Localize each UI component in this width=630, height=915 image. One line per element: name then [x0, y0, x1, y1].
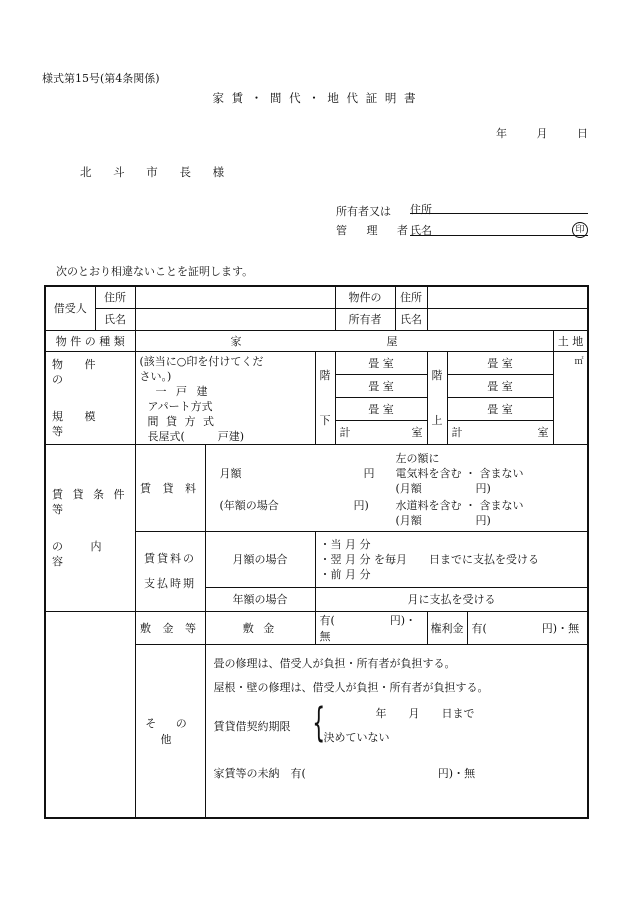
lower-total-room: 室	[411, 426, 423, 440]
water-monthly-label: (月額	[395, 513, 422, 527]
payment-timing-label	[135, 531, 205, 611]
lower-tatami-3[interactable]: 畳 室	[336, 397, 427, 420]
tenant-address-label: 住所	[95, 286, 135, 308]
property-owner-name-field[interactable]	[427, 308, 588, 330]
form-number: 様式第15号(第4条関係)	[42, 72, 160, 85]
left-amount-note: 左の額に	[395, 451, 440, 465]
terms-label-2: の 内 容	[52, 539, 114, 568]
upper-total-label: 計	[451, 426, 463, 440]
land-area-field[interactable]: ㎡	[553, 351, 588, 444]
payment-label-1: 賃貸料の	[144, 552, 196, 565]
owner-address-label: 住所	[410, 203, 432, 216]
pay-previous-month[interactable]: ・前 月 分	[319, 567, 371, 581]
payment-label-2: 支払時期	[144, 577, 196, 590]
upper-floor-char-2: 上	[431, 413, 443, 427]
deposit-group-label: 敷 金 等	[135, 611, 205, 644]
electricity-option[interactable]: 電気料を含む ・ 含まない	[395, 466, 524, 480]
key-money-value[interactable]: 有( 円)・無	[467, 611, 588, 644]
owner-address-cell-label: 住所	[395, 286, 427, 308]
terms-label-1: 賃 貸 条 件 等	[52, 487, 128, 516]
upper-floor-char-1: 階	[431, 368, 443, 382]
property-type-label: 物 件 の 種 類	[45, 330, 135, 351]
house-label: 家	[230, 334, 242, 348]
land-label: 土 地	[553, 330, 588, 351]
key-money-label: 権利金	[427, 611, 467, 644]
type-row-house[interactable]: 長屋式( 戸建)	[147, 429, 245, 443]
tatami-repair[interactable]: 畳の修理は、借受人が負担・所有者が負担する。	[213, 656, 456, 670]
if-annual-label: 年額の場合	[205, 587, 315, 611]
tenant-name-label: 氏名	[95, 308, 135, 330]
owner-label-1: 所有者又は	[336, 205, 391, 218]
terms-spacer	[45, 611, 135, 644]
upper-floor-label	[427, 351, 447, 444]
monthly-rent-label: 月額	[219, 466, 242, 480]
lower-total[interactable]	[336, 421, 427, 444]
terms-label	[45, 444, 135, 611]
lower-total-label: 計	[339, 426, 351, 440]
owner-name-label: 氏名	[410, 224, 432, 237]
date-day: 日	[577, 127, 588, 140]
scale-label-2: 規 模 等	[52, 409, 105, 438]
addressee: 北 斗 市 長 様	[80, 165, 234, 179]
other-spacer	[45, 644, 135, 818]
tenant-label: 借受人	[45, 286, 95, 330]
pay-current-month[interactable]: ・当 月 分	[319, 537, 371, 551]
rent-label: 賃 貸 料	[135, 444, 205, 531]
owner-name-cell-label: 氏名	[395, 308, 427, 330]
annual-rent-yen: 円)	[353, 498, 369, 512]
upper-floor-rooms	[447, 351, 553, 444]
pay-next-month[interactable]: ・翌 月 分 を毎月 日までに支払を受ける	[319, 552, 539, 566]
upper-tatami-2[interactable]: 畳 室	[448, 374, 553, 397]
type-room-rental[interactable]: 間 貸 方 式	[147, 414, 216, 428]
date-month: 月	[536, 127, 548, 140]
property-owner-address-field[interactable]	[427, 286, 588, 308]
water-monthly-yen: 円)	[475, 513, 491, 527]
house-header	[135, 330, 553, 351]
lower-floor-char-1: 階	[319, 368, 331, 382]
date-year: 年	[496, 127, 507, 140]
certificate-table	[44, 285, 589, 819]
lower-floor-rooms	[335, 351, 427, 444]
lease-undecided[interactable]: 決めていない	[323, 730, 390, 744]
other-label: そ の 他	[135, 644, 205, 818]
lower-tatami-1[interactable]: 畳 室	[336, 352, 427, 375]
tenant-name-field[interactable]	[135, 308, 335, 330]
owner-address-field[interactable]	[410, 213, 588, 214]
intro-text: 次のとおり相違ないことを証明します。	[56, 265, 254, 278]
upper-tatami-1[interactable]: 畳 室	[448, 352, 553, 375]
check-note-1: (該当に○印を付けてくだ	[139, 354, 264, 368]
if-monthly-label: 月額の場合	[205, 531, 315, 587]
scale-label	[45, 351, 135, 444]
property-of-label: 物件の	[335, 286, 395, 308]
deposit-value[interactable]: 有( 円)・無	[315, 611, 427, 644]
page-title: 家 賃 ・ 間 代 ・ 地 代 証 明 書	[212, 91, 418, 105]
other-details	[205, 644, 588, 818]
unpaid-rent[interactable]: 家賃等の未納 有( 円)・無	[213, 766, 476, 780]
owner-of-label: 所有者	[335, 308, 395, 330]
tenant-address-field[interactable]	[135, 286, 335, 308]
check-note-2: さい。)	[139, 369, 172, 383]
building-type-options	[135, 351, 315, 444]
electricity-monthly-yen: 円)	[475, 481, 491, 495]
rent-details	[205, 444, 588, 531]
date-line	[496, 125, 588, 141]
house-room-label: 屋	[386, 334, 398, 348]
water-option[interactable]: 水道料を含む ・ 含まない	[395, 498, 524, 512]
type-detached[interactable]: 一 戸 建	[155, 384, 211, 398]
scale-label-1: 物 件 の	[52, 357, 105, 386]
annual-rent-label: (年額の場合	[219, 498, 279, 512]
seal-icon: 印	[572, 222, 588, 238]
electricity-monthly-label: (月額	[395, 481, 422, 495]
upper-total[interactable]	[448, 421, 553, 444]
owner-name-field[interactable]	[410, 235, 588, 236]
lower-floor-label	[315, 351, 335, 444]
annual-payment-field[interactable]: 月に支払を受ける	[315, 587, 588, 611]
roof-wall-repair[interactable]: 屋根・壁の修理は、借受人が負担・所有者が負担する。	[213, 680, 489, 694]
monthly-payment-options	[315, 531, 588, 587]
monthly-rent-yen: 円	[363, 466, 375, 480]
lower-floor-char-2: 下	[319, 413, 331, 427]
brace-icon: {	[311, 699, 325, 746]
upper-total-room: 室	[537, 426, 549, 440]
lower-tatami-2[interactable]: 畳 室	[336, 374, 427, 397]
lease-term-label: 賃貸借契約期限	[213, 719, 291, 733]
owner-label-2: 管 理 者	[336, 224, 416, 237]
type-apartment[interactable]: アパート方式	[147, 399, 213, 413]
upper-tatami-3[interactable]: 畳 室	[448, 397, 553, 420]
lease-end-date[interactable]: 年 月 日まで	[375, 706, 475, 720]
deposit-label: 敷 金	[205, 611, 315, 644]
